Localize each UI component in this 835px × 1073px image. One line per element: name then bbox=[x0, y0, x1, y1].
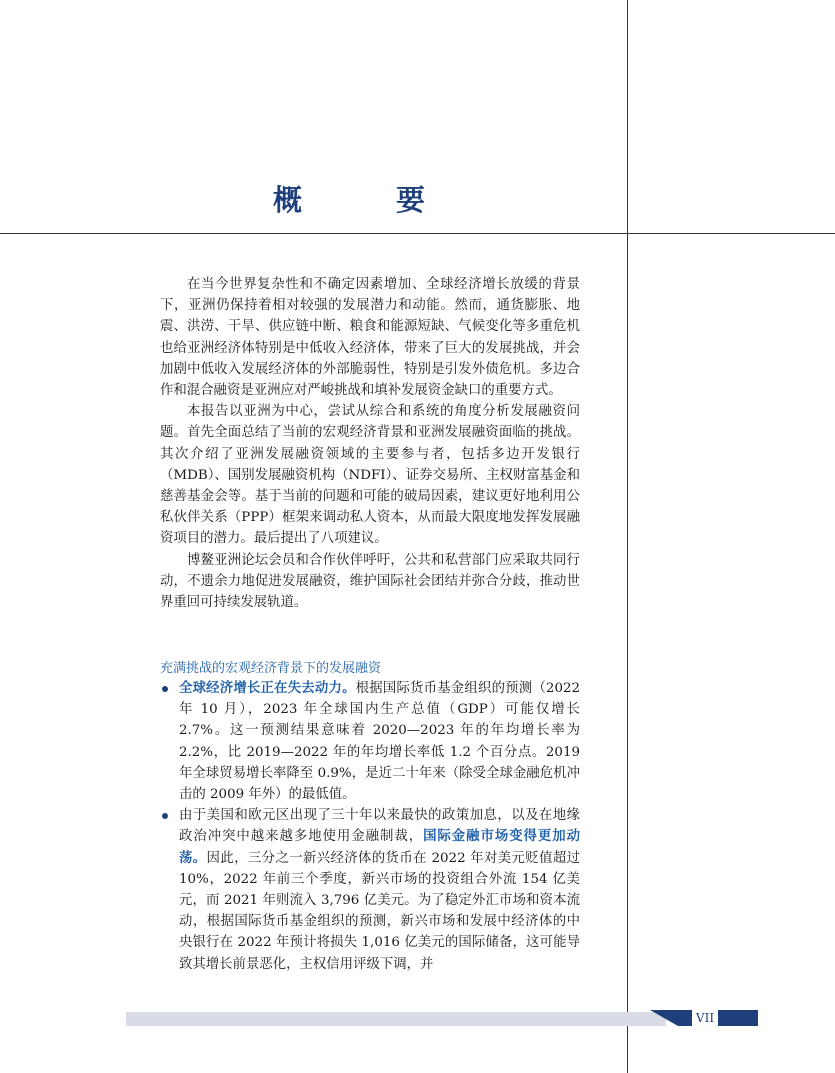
bullet-list bbox=[160, 678, 580, 975]
intro-paragraph: 本报告以亚洲为中心，尝试从综合和系统的角度分析发展融资问题。首先全面总结了当前的宏观经济背景和亚洲发展融资面临的挑战。其次介绍了亚洲发展融资领域的主要参与者，包括多边开发银行（MDB）、国别发展融资机构（NDFI）、证券交易所、主权财富基金和慈善基金会等。基于当前的问题和可能的破局因素，建议更好地利用公私伙伴关系（PPP）框架来调动私人资本，从而最大限度地发挥发展融资项目的潜力。最后提出了八项建议。 bbox=[160, 404, 580, 547]
footer-wedge-icon bbox=[650, 1010, 692, 1026]
intro-paragraph: 博鳌亚洲论坛会员和合作伙伴呼吁，公共和私营部门应采取共同行动，不遗余力地促进发展融资，维护国际社会团结并弥合分歧，推动世界重回可持续发展轨道。 bbox=[160, 552, 580, 611]
bullet-text: 因此，三分之一新兴经济体的货币在 2022 年对美元贬值超过 10%，2022 年前三个季度，新兴市场的投资组合外流 154 亿美元，而 2021 年则流入 3,796 亿美元。为了稳定外汇市场和资本流动，根据国际货币基金组织的预测，新兴市场和发展中经济体的中央银行在 2022 年预计将损失 1,016 亿美元的国际储备，这可能导致其增长前景恶化，主权信用评级下调，并 bbox=[179, 850, 581, 972]
bullet-highlight: 国际金融市场变得更加动荡。 bbox=[179, 829, 581, 866]
section-heading: 充满挑战的宏观经济背景下的发展融资 bbox=[160, 661, 382, 676]
bullet-highlight: 全球经济增长正在失去动力。 bbox=[179, 681, 356, 696]
intro-paragraph: 在当今世界复杂性和不确定因素增加、全球经济增长放缓的背景下，亚洲仍保持着相对较强的发展潜力和动能。然而，通货膨胀、地震、洪涝、干旱、供应链中断、粮食和能源短缺、气候变化等多重危机也给亚洲经济体特别是中低收入经济体，带来了巨大的发展挑战，并会加剧中低收入发展经济体的外部脆弱性，特别是引发外债危机。多边合作和混合融资是亚洲应对严峻挑战和填补发展资金缺口的重要方式。 bbox=[160, 277, 580, 399]
bullet-icon bbox=[162, 686, 168, 692]
footer-block bbox=[718, 1010, 758, 1026]
horizontal-rule bbox=[0, 233, 835, 234]
page-title: 概 要 bbox=[272, 183, 468, 217]
bullet-item bbox=[160, 678, 580, 805]
page-number: VII bbox=[692, 1009, 718, 1027]
intro-text bbox=[160, 274, 580, 613]
bullet-lead: 由于美国和欧元区出现了三十年以来最快的政策加息，以及在地缘政治冲突中越来越多地使用金融制裁， bbox=[179, 808, 580, 845]
bullet-item bbox=[160, 805, 580, 975]
footer-bar bbox=[126, 1012, 666, 1026]
vertical-rule bbox=[627, 0, 628, 1073]
bullet-text: 根据国际货币基金组织的预测（2022 年 10 月），2023 年全球国内生产总值（GDP）可能仅增长 2.7%。这一预测结果意味着 2020—2023 年的年均增长率为 2.2%，比 2019—2022 年的年均增长率低 1.2 个百分点。2019 年全球贸易增长率降至 0.9%，是近二十年来（除受全球金融危机冲击的 2009 年外）的最低值。 bbox=[179, 681, 581, 803]
bullet-icon bbox=[162, 813, 168, 819]
